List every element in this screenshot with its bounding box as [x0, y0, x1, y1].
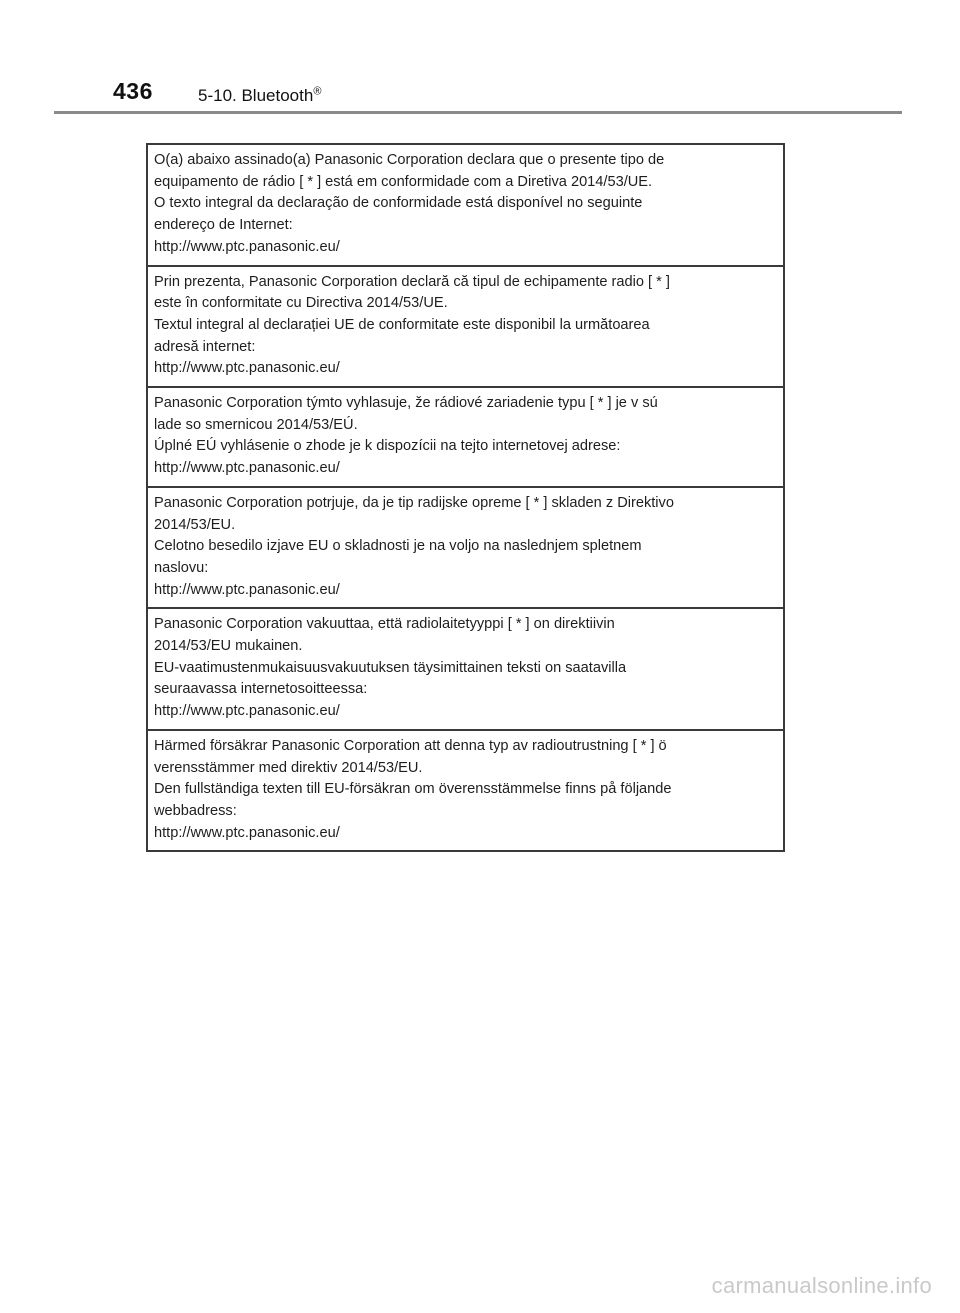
declaration-slovak: [148, 388, 783, 488]
declaration-line: Panasonic Corporation potrjuje, da je tip radijske opreme [ * ] skladen z Direktivo: [154, 494, 674, 511]
declaration-line: adresă internet:: [154, 338, 256, 355]
declaration-url: http://www.ptc.panasonic.eu/: [154, 460, 340, 477]
declaration-url: http://www.ptc.panasonic.eu/: [154, 360, 340, 377]
declaration-line: Textul integral al declarației UE de conformitate este disponibil la următoarea: [154, 316, 650, 333]
declaration-line: naslovu:: [154, 559, 209, 576]
declaration-line: EU-vaatimustenmukaisuusvakuutuksen täysimittainen teksti on saatavilla: [154, 659, 627, 676]
section-title: [198, 86, 321, 106]
declaration-line: Panasonic Corporation vakuuttaa, että radiolaitetyyppi [ * ] on direktiivin: [154, 616, 615, 633]
declaration-line: 2014/53/EU.: [154, 516, 236, 533]
declaration-line: seuraavassa internetosoitteessa:: [154, 681, 368, 698]
watermark: carmanualsonline.info: [711, 1273, 932, 1298]
declaration-line: Panasonic Corporation týmto vyhlasuje, že rádiové zariadenie typu [ * ] je v sú: [154, 395, 658, 412]
declaration-line: webbadress:: [154, 802, 237, 819]
section-title-text: 5-10. Bluetooth: [198, 86, 314, 105]
declaration-line: Prin prezenta, Panasonic Corporation declară că tipul de echipamente radio [ * ]: [154, 273, 670, 290]
page-header: [0, 0, 960, 120]
declaration-line: este în conformitate cu Directiva 2014/53/UE.: [154, 295, 448, 312]
declaration-line: Den fullständiga texten till EU-försäkran om överensstämmelse finns på följande: [154, 781, 672, 798]
declaration-line: verensstämmer med direktiv 2014/53/EU.: [154, 759, 423, 776]
header-divider: [54, 111, 902, 114]
declaration-line: Úplné EÚ vyhlásenie o zhode je k dispozícii na tejto internetovej adrese:: [154, 438, 621, 455]
declaration-line: 2014/53/EU mukainen.: [154, 638, 303, 655]
declaration-url: http://www.ptc.panasonic.eu/: [154, 238, 340, 255]
declaration-url: http://www.ptc.panasonic.eu/: [154, 824, 340, 841]
declaration-line: Celotno besedilo izjave EU o skladnosti je na voljo na naslednjem spletnem: [154, 538, 642, 555]
page-number: 436: [113, 78, 153, 104]
declaration-portuguese: [148, 145, 783, 267]
declaration-finnish: [148, 609, 783, 731]
declaration-slovenian: [148, 488, 783, 610]
declaration-swedish: [148, 731, 783, 851]
declaration-line: O(a) abaixo assinado(a) Panasonic Corporation declara que o presente tipo de: [154, 152, 665, 168]
declaration-line: O texto integral da declaração de conformidade está disponível no seguinte: [154, 195, 643, 212]
declaration-romanian: [148, 267, 783, 389]
declaration-line: endereço de Internet:: [154, 217, 293, 234]
registered-mark: ®: [313, 85, 322, 98]
declaration-line: equipamento de rádio [ * ] está em conformidade com a Diretiva 2014/53/UE.: [154, 173, 653, 190]
declaration-url: http://www.ptc.panasonic.eu/: [154, 703, 340, 720]
declaration-table: [146, 143, 785, 852]
declaration-line: Härmed försäkrar Panasonic Corporation att denna typ av radioutrustning [ * ] ö: [154, 737, 667, 754]
declaration-line: lade so smernicou 2014/53/EÚ.: [154, 416, 358, 433]
declaration-url: http://www.ptc.panasonic.eu/: [154, 581, 340, 598]
